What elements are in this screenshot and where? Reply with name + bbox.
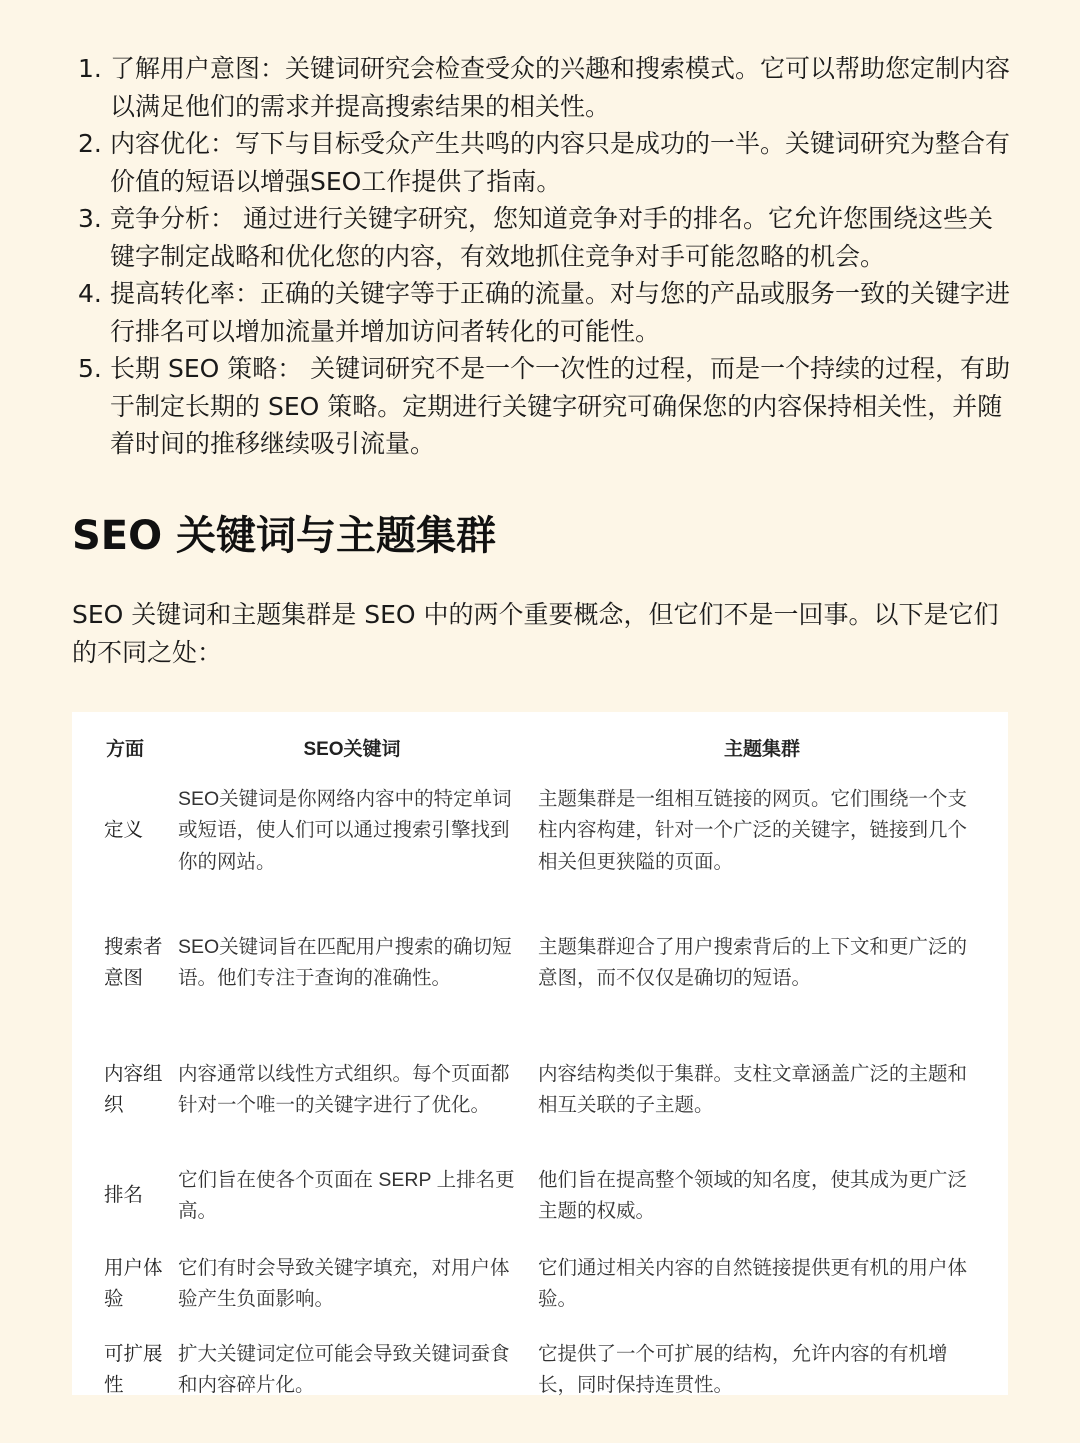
row-keyword-cell: SEO关键词是你网络内容中的特定单词或短语，使人们可以通过搜索引擎找到你的网站。	[178, 787, 512, 873]
list-item-text: 提高转化率：正确的关键字等于正确的流量。对与您的产品或服务一致的关键字进行排名可以增加流量并增加访问者转化的可能性。	[110, 279, 1011, 346]
table-header-row	[92, 729, 992, 765]
row-aspect: 可扩展性	[104, 1342, 163, 1396]
row-aspect: 搜索者意图	[104, 935, 163, 989]
list-item-text: 长期 SEO 策略： 关键词研究不是一个一次性的过程，而是一个持续的过程，有助于制定长期的 SEO 策略。定期进行关键字研究可确保您的内容保持相关性，并随着时间的推移继续吸引流量。	[110, 354, 1011, 458]
list-item	[78, 125, 1013, 200]
list-item-number: 2.	[78, 129, 102, 158]
row-cluster-cell: 主题集群迎合了用户搜索背后的上下文和更广泛的意图，而不仅仅是确切的短语。	[538, 935, 968, 989]
list-item	[78, 200, 1013, 275]
row-aspect: 排名	[104, 1184, 144, 1207]
list-item	[78, 50, 1013, 125]
list-item-text: 了解用户意图：关键词研究会检查受众的兴趣和搜索模式。它可以帮助您定制内容以满足他们的需求并提高搜索结果的相关性。	[110, 54, 1011, 121]
row-cluster-cell: 内容结构类似于集群。支柱文章涵盖广泛的主题和相互关联的子主题。	[538, 1062, 968, 1116]
section-intro: SEO 关键词和主题集群是 SEO 中的两个重要概念，但它们不是一回事。以下是它们的不同之处：	[72, 600, 999, 667]
row-aspect: 定义	[104, 819, 144, 842]
row-cluster-cell: 它们通过相关内容的自然链接提供更有机的用户体验。	[538, 1256, 968, 1310]
list-item	[78, 350, 1013, 463]
header-topic-cluster: 主题集群	[723, 738, 800, 760]
row-cluster-cell: 主题集群是一组相互链接的网页。它们围绕一个支柱内容构建，针对一个广泛的关键字，链接到几个相关但更狭隘的页面。	[538, 787, 968, 873]
table-row	[92, 1241, 992, 1327]
table-row	[92, 765, 992, 897]
row-keyword-cell: SEO关键词旨在匹配用户搜索的确切短语。他们专注于查询的准确性。	[178, 935, 512, 989]
benefits-list	[78, 50, 1013, 463]
list-item-text: 内容优化：写下与目标受众产生共鸣的内容只是成功的一半。关键词研究为整合有价值的短语以增强SEO工作提供了指南。	[110, 129, 1011, 196]
list-item-number: 1.	[78, 54, 102, 83]
list-item-number: 5.	[78, 354, 102, 383]
list-item-number: 3.	[78, 204, 102, 233]
comparison-table	[92, 729, 992, 1413]
table-row	[92, 1327, 992, 1413]
header-aspect: 方面	[106, 738, 145, 760]
row-keyword-cell: 扩大关键词定位可能会导致关键词蚕食和内容碎片化。	[178, 1342, 510, 1396]
table-row	[92, 1029, 992, 1151]
section-heading: SEO 关键词与主题集群	[72, 513, 497, 559]
table-row	[92, 1151, 992, 1241]
list-item-text: 竞争分析： 通过进行关键字研究，您知道竞争对手的排名。它允许您围绕这些关键字制定战略和优化您的内容，有效地抓住竞争对手可能忽略的机会。	[110, 204, 993, 271]
row-aspect: 用户体验	[104, 1256, 163, 1310]
row-cluster-cell: 他们旨在提高整个领域的知名度，使其成为更广泛主题的权威。	[538, 1168, 968, 1222]
row-keyword-cell: 它们有时会导致关键字填充，对用户体验产生负面影响。	[178, 1256, 510, 1310]
row-keyword-cell: 它们旨在使各个页面在 SERP 上排名更高。	[178, 1168, 515, 1222]
row-keyword-cell: 内容通常以线性方式组织。每个页面都针对一个唯一的关键字进行了优化。	[178, 1062, 510, 1116]
header-seo-keyword: SEO关键词	[303, 738, 401, 760]
table-row	[92, 897, 992, 1029]
list-item-number: 4.	[78, 279, 102, 308]
comparison-table-card	[72, 712, 1008, 1395]
row-cluster-cell: 它提供了一个可扩展的结构，允许内容的有机增长，同时保持连贯性。	[538, 1342, 948, 1396]
list-item	[78, 275, 1013, 350]
row-aspect: 内容组织	[104, 1062, 163, 1116]
